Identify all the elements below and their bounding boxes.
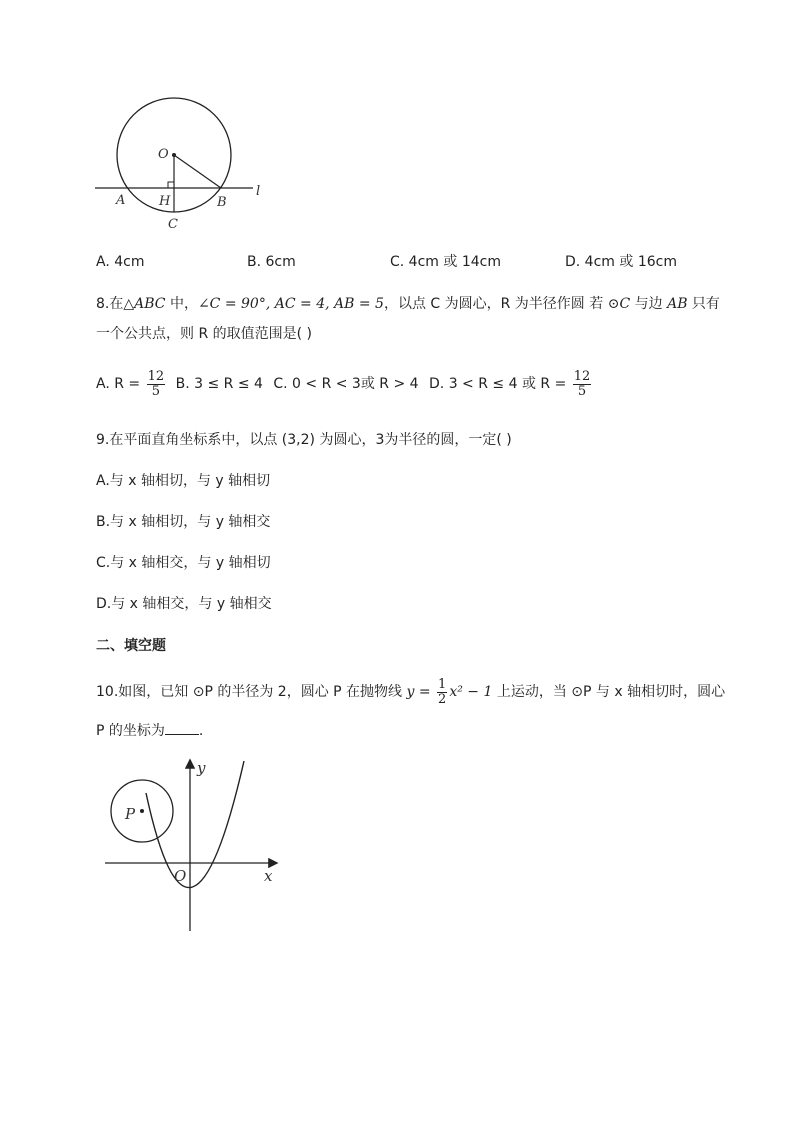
q8-circle-c: ⊙C (607, 296, 631, 312)
q7-option-b: B. 6cm (247, 254, 296, 270)
q8-option-d-text: D. 3 < R ≤ 4 或 R = (429, 376, 571, 392)
q8-fraction-numerator-d: 12 (573, 368, 591, 384)
q9-stem: 9.在平面直角坐标系中，以点 (3,2) 为圆心，3为半径的圆，一定( ) (96, 432, 512, 448)
q8-mid2: ，以点 C 为圆心，R 为半径作圆 若 (383, 296, 608, 312)
label-x: x (264, 867, 273, 885)
q7-option-a: A. 4cm (96, 254, 145, 270)
q8-stem-line2: 一个公共点，则 R 的取值范围是( ) (96, 326, 313, 342)
q10-answer-blank[interactable] (165, 720, 199, 735)
label-a: A (116, 193, 126, 208)
q10-line2-prefix: P 的坐标为 (96, 723, 165, 739)
label-b: B (217, 195, 227, 210)
q9-option-d: D.与 x 轴相交，与 y 轴相交 (96, 596, 272, 612)
parabola-curve (146, 761, 244, 888)
circle-chord-figure (90, 90, 270, 240)
q8-suffix: 只有 (687, 296, 720, 312)
q8-option-b: B. 3 ≤ R ≤ 4 (175, 376, 263, 392)
right-angle-mark (168, 182, 174, 188)
q9-option-c: C.与 x 轴相交，与 y 轴相切 (96, 555, 271, 571)
q8-option-d-fraction (573, 370, 592, 399)
q10-fraction-numerator: 1 (438, 676, 447, 692)
q8-option-a-text: A. R = (96, 376, 145, 392)
q10-equation-lhs: y = (406, 684, 436, 700)
center-point-o (172, 153, 176, 157)
q9-option-b: B.与 x 轴相切，与 y 轴相交 (96, 514, 271, 530)
label-p: P (125, 805, 136, 823)
center-point-p (140, 809, 144, 813)
q10-suffix: 上运动，当 ⊙P 与 x 轴相切时，圆心 (492, 684, 726, 700)
label-c: C (168, 217, 178, 232)
label-y: y (197, 759, 206, 777)
label-l: l (256, 184, 261, 199)
q8-fraction-denominator: 5 (151, 383, 160, 399)
q8-option-a-fraction (147, 370, 166, 399)
q9-option-a: A.与 x 轴相切，与 y 轴相切 (96, 473, 271, 489)
q10-equation-rhs: x² − 1 (449, 684, 493, 700)
q8-stem-line1 (96, 294, 720, 314)
q8-side-ab: AB (667, 296, 688, 312)
label-h: H (159, 194, 171, 209)
q10-stem-line1 (96, 672, 725, 712)
q8-mid3: 与边 (630, 296, 668, 312)
q7-option-c: C. 4cm 或 14cm (390, 254, 501, 270)
section-title: 二、填空题 (96, 638, 166, 654)
q8-conditions: ∠C = 90°, AC = 4, AB = 5 (197, 296, 384, 312)
q8-fraction-denominator-d: 5 (577, 383, 587, 399)
label-o: O (158, 147, 169, 162)
q10-fraction-denominator: 2 (438, 691, 447, 707)
q8-options (96, 364, 593, 404)
segment-ob (174, 155, 221, 188)
q10-fraction (437, 678, 447, 707)
q8-prefix: 8.在△ (96, 296, 135, 312)
parabola-circle-figure (100, 755, 285, 935)
q10-prefix: 10.如图，已知 ⊙P 的半径为 2，圆心 P 在抛物线 (96, 684, 407, 700)
q8-triangle-abc: ABC (134, 296, 166, 312)
q10-line2-suffix: . (198, 723, 204, 739)
label-origin: O (174, 867, 187, 885)
q10-stem-line2 (96, 720, 203, 741)
q8-mid1: 中， (165, 296, 198, 312)
q7-option-d: D. 4cm 或 16cm (565, 254, 677, 270)
q8-fraction-numerator: 12 (147, 368, 165, 384)
q8-option-c: C. 0 < R < 3或 R > 4 (273, 376, 419, 392)
